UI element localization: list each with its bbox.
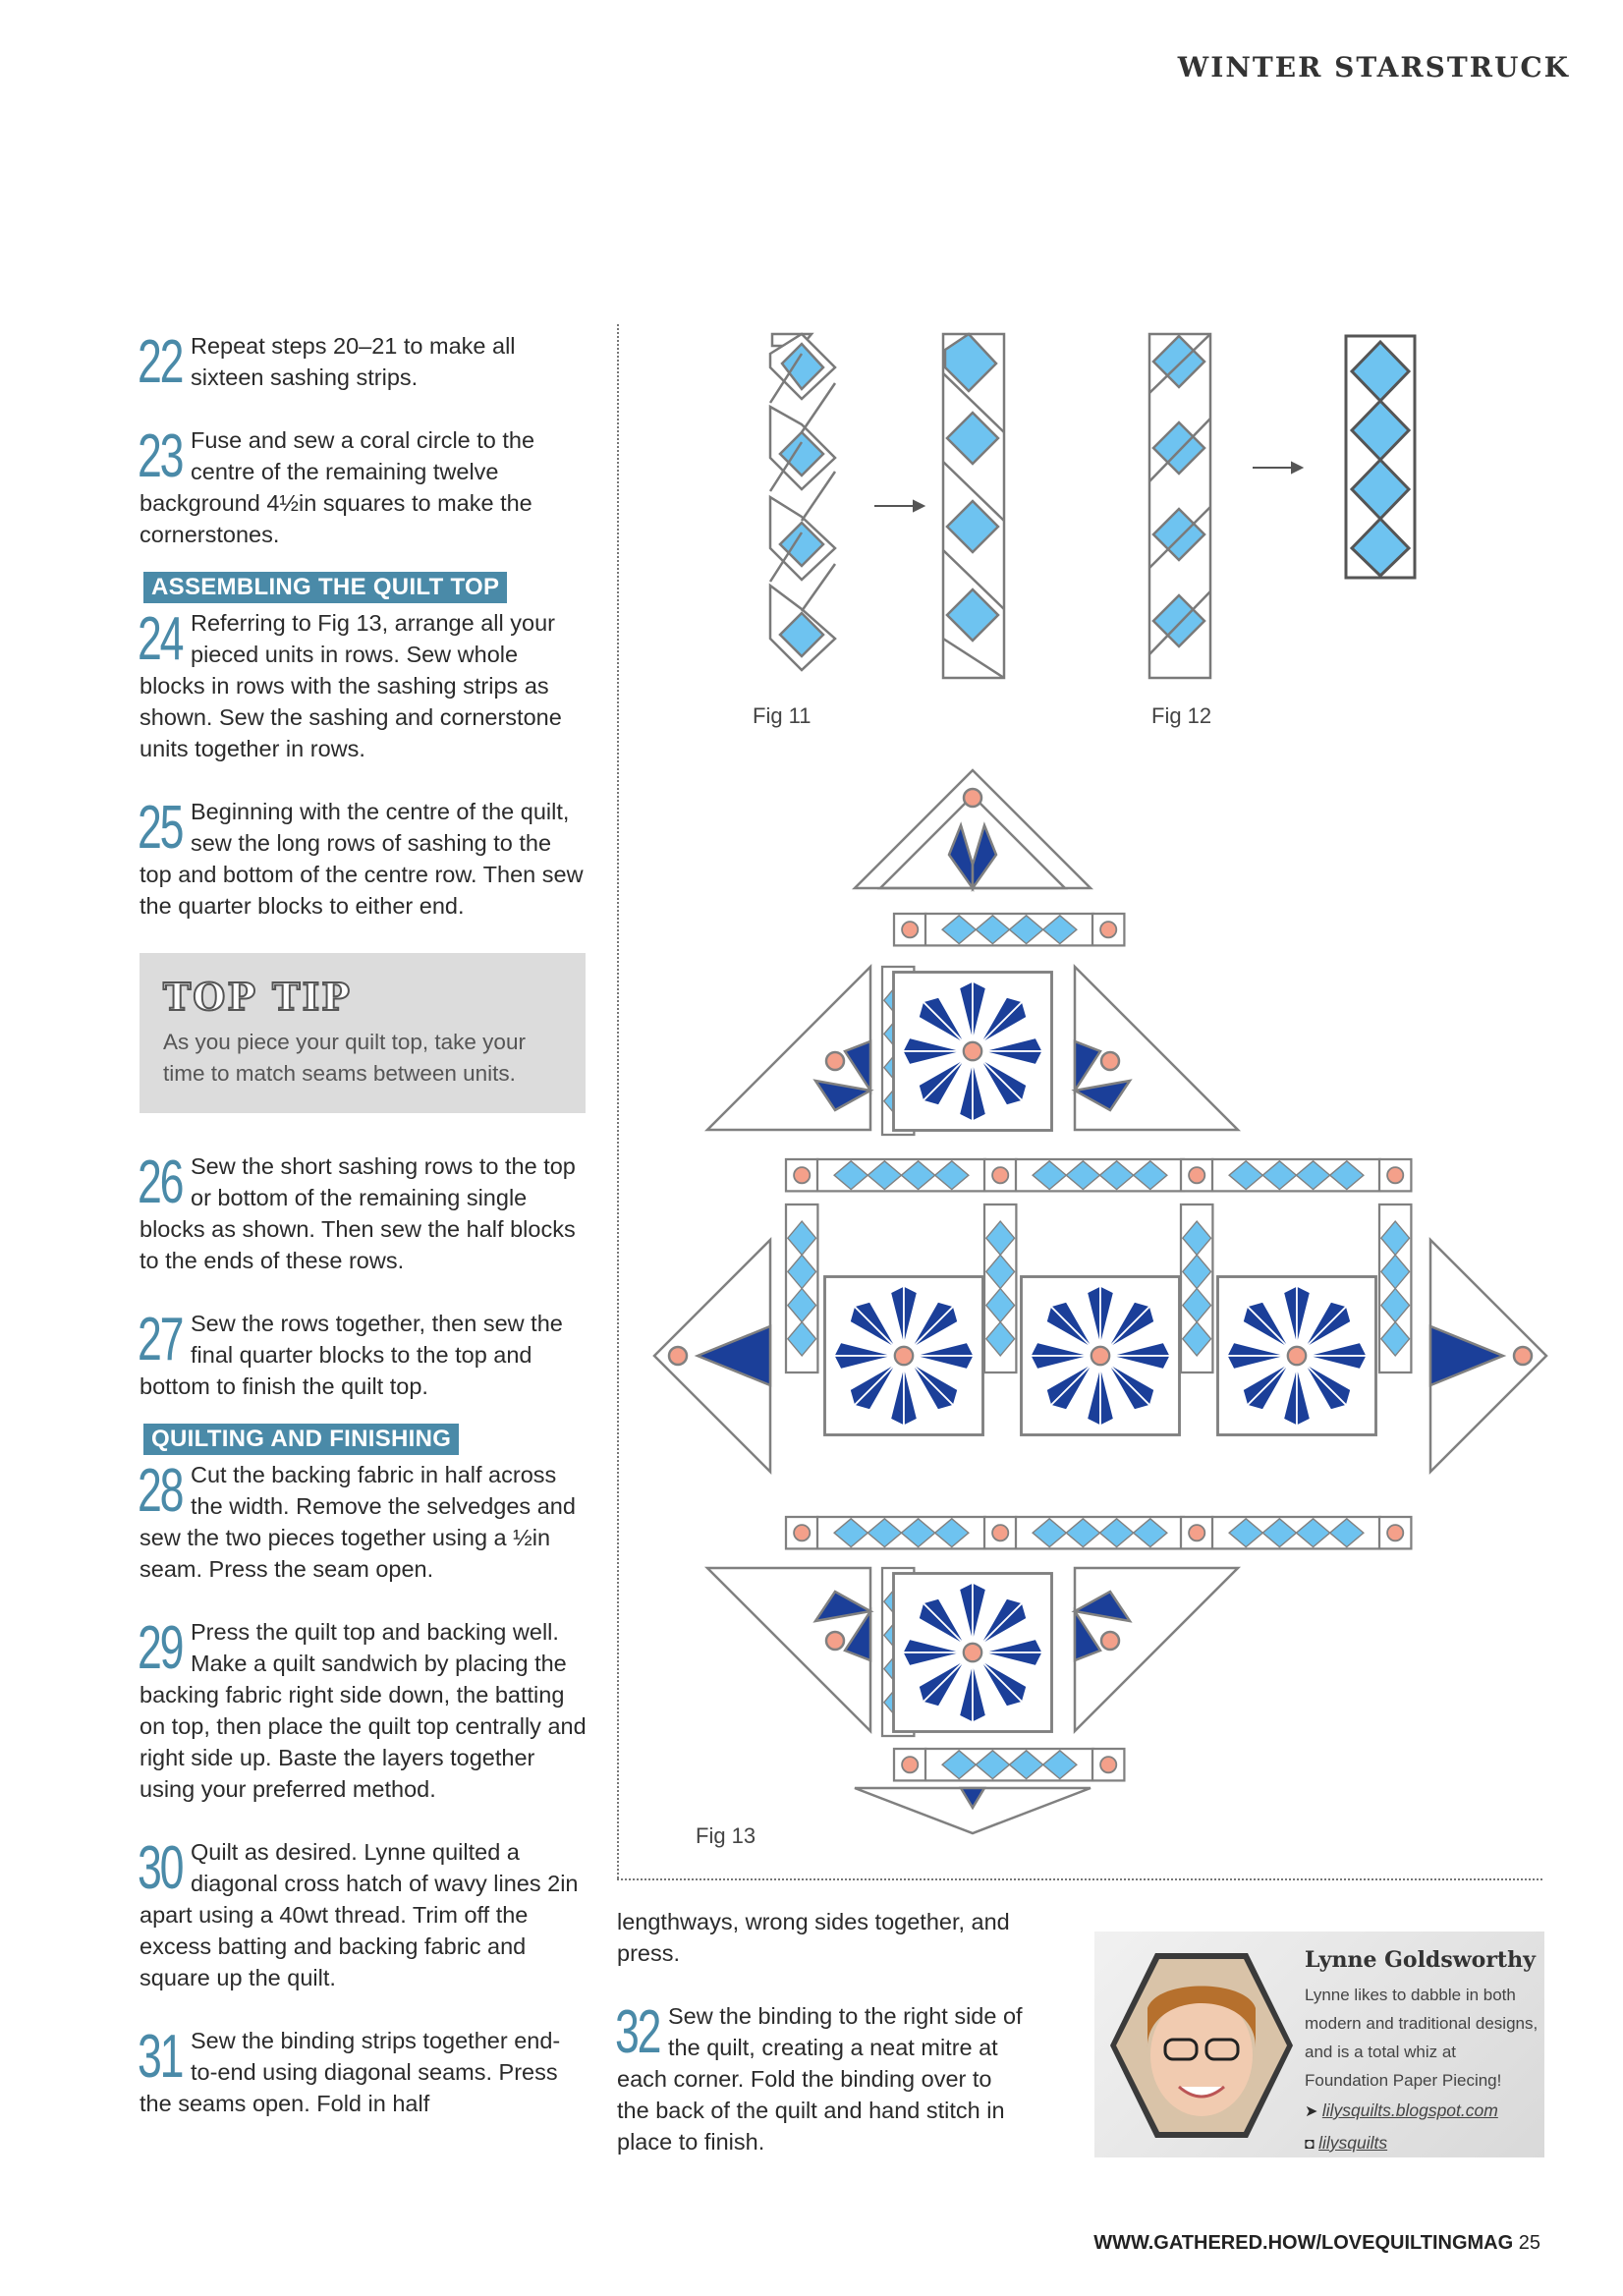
continuation-text: lengthways, wrong sides together, and press. bbox=[617, 1909, 1010, 1966]
step-30 bbox=[140, 1836, 587, 1993]
sashing-strip-diagrams bbox=[747, 324, 1356, 688]
page-number: 25 bbox=[1518, 2232, 1540, 2254]
bio-description: Lynne likes to dabble in both modern and traditional designs, and is a total whiz at Foundation Paper Piecing! bbox=[1305, 1986, 1539, 2090]
step-text: Fuse and sew a coral circle to the centre of the remaining twelve background 4½in squares to make the cornerstones. bbox=[140, 427, 535, 547]
top-right-half-block bbox=[1075, 967, 1238, 1130]
step-text: Sew the binding strips together end-to-end using diagonal seams. Press the seams open. Fold in half bbox=[140, 2028, 561, 2116]
left-quarter-block bbox=[654, 1240, 770, 1472]
step-text: Referring to Fig 13, arrange all your pieced units in rows. Sew whole blocks in rows with the sashing strips as shown. Sew the sashing and cornerstone units together in rows. bbox=[140, 610, 562, 761]
step-26 bbox=[140, 1150, 587, 1276]
top-left-half-block bbox=[707, 967, 870, 1130]
step-text: Sew the binding to the right side of the quilt, creating a neat mitre at each corner. Fold the binding over to the back of the quilt and hand stitch in place to finish. bbox=[617, 2003, 1023, 2155]
step-27 bbox=[140, 1308, 587, 1402]
fig13-label: Fig 13 bbox=[696, 1823, 756, 1848]
running-header: WINTER STARSTRUCK bbox=[1177, 51, 1570, 84]
step-25 bbox=[140, 796, 587, 922]
step-number: 30 bbox=[138, 1834, 183, 1902]
step-23 bbox=[140, 424, 587, 550]
tip-title: TOP TIP bbox=[163, 975, 352, 1019]
bio-instagram-row[interactable] bbox=[1305, 2127, 1540, 2159]
step-text: Sew the rows together, then sew the final quarter blocks to the top and bottom to finish the quilt top. bbox=[140, 1311, 563, 1399]
author-photo bbox=[1108, 1949, 1295, 2142]
step-number: 23 bbox=[138, 422, 183, 490]
page-footer bbox=[1093, 2232, 1540, 2255]
fig12-strip-sewn bbox=[1336, 330, 1425, 586]
bio-text-block bbox=[1305, 1947, 1540, 2159]
step-number: 26 bbox=[138, 1148, 183, 1216]
step-number: 22 bbox=[138, 328, 183, 396]
step-number: 29 bbox=[138, 1614, 183, 1682]
step-text: Cut the backing fabric in half across the width. Remove the selvedges and sew the two pieces together using a ½in seam. Press the seam open. bbox=[140, 1462, 576, 1582]
footer-url[interactable]: WWW.GATHERED.HOW/LOVEQUILTINGMAG bbox=[1093, 2232, 1514, 2254]
instagram-icon: ◘ bbox=[1305, 2136, 1319, 2153]
tip-text: As you piece your quilt top, take your time to match seams between units. bbox=[163, 1030, 526, 1086]
bio-instagram-link[interactable]: lilysquilts bbox=[1318, 2133, 1388, 2153]
step-22 bbox=[138, 328, 587, 396]
step-text: Repeat steps 20–21 to make all sixteen sashing strips. bbox=[191, 333, 516, 390]
bio-website-row[interactable] bbox=[1305, 2095, 1540, 2127]
section-heading-quilting: QUILTING AND FINISHING bbox=[143, 1424, 459, 1455]
fig12-arrow bbox=[1253, 463, 1302, 473]
step-number: 24 bbox=[138, 605, 183, 673]
top-tip-box bbox=[140, 953, 586, 1113]
step-32 bbox=[617, 2000, 1030, 2157]
step-number: 27 bbox=[138, 1306, 183, 1373]
bio-website-link[interactable]: lilysquilts.blogspot.com bbox=[1321, 2100, 1498, 2120]
left-column bbox=[140, 330, 587, 2151]
step-28 bbox=[140, 1459, 587, 1585]
fig11-strip-sewn bbox=[943, 334, 1004, 678]
step-text: Beginning with the centre of the quilt, sew the long rows of sashing to the top and bottom of the centre row. Then sew the quarter blocks to either end. bbox=[140, 799, 584, 919]
step-number: 31 bbox=[138, 2023, 183, 2091]
bottom-right-half-block bbox=[1075, 1568, 1238, 1731]
fig12-label: Fig 12 bbox=[1151, 703, 1212, 728]
bottom-quarter-block bbox=[855, 1788, 1091, 1833]
fig11-label: Fig 11 bbox=[753, 703, 812, 728]
fig11-strip-unsewn bbox=[770, 334, 835, 670]
section-heading-assembling: ASSEMBLING THE QUILT TOP bbox=[143, 572, 507, 603]
right-quarter-block bbox=[1430, 1240, 1546, 1472]
fig12-strip-unsewn bbox=[1149, 334, 1210, 678]
bottom-left-half-block bbox=[707, 1568, 870, 1731]
fig11-arrow bbox=[874, 501, 923, 511]
step-text: Quilt as desired. Lynne quilted a diagonal cross hatch of wavy lines 2in apart using a 40wt thread. Trim off the excess batting and backing fabric and square up the quilt. bbox=[140, 1839, 579, 1990]
column-divider bbox=[617, 324, 619, 1878]
cursor-icon: ➤ bbox=[1305, 2103, 1322, 2120]
figure-divider bbox=[617, 1878, 1542, 1880]
step-number: 28 bbox=[138, 1457, 183, 1525]
step-24 bbox=[140, 607, 587, 764]
author-bio-box bbox=[1094, 1932, 1544, 2157]
fig13-quilt-layout bbox=[648, 766, 1552, 1837]
step-29 bbox=[140, 1616, 587, 1805]
top-quarter-block bbox=[855, 770, 1091, 888]
step-31 bbox=[140, 2025, 587, 2119]
step-text: Press the quilt top and backing well. Make a quilt sandwich by placing the backing fabric right side down, the batting on top, then place the quilt top centrally and right side up. Baste the layers together using your preferred method. bbox=[140, 1619, 587, 1802]
bio-name: Lynne Goldsworthy bbox=[1305, 1947, 1536, 1973]
step-number: 25 bbox=[138, 794, 183, 862]
step-text: Sew the short sashing rows to the top or bottom of the remaining single blocks as shown. Then sew the half blocks to the ends of these rows. bbox=[140, 1153, 576, 1273]
middle-column bbox=[617, 1906, 1030, 2189]
step-number: 32 bbox=[615, 1998, 660, 2066]
